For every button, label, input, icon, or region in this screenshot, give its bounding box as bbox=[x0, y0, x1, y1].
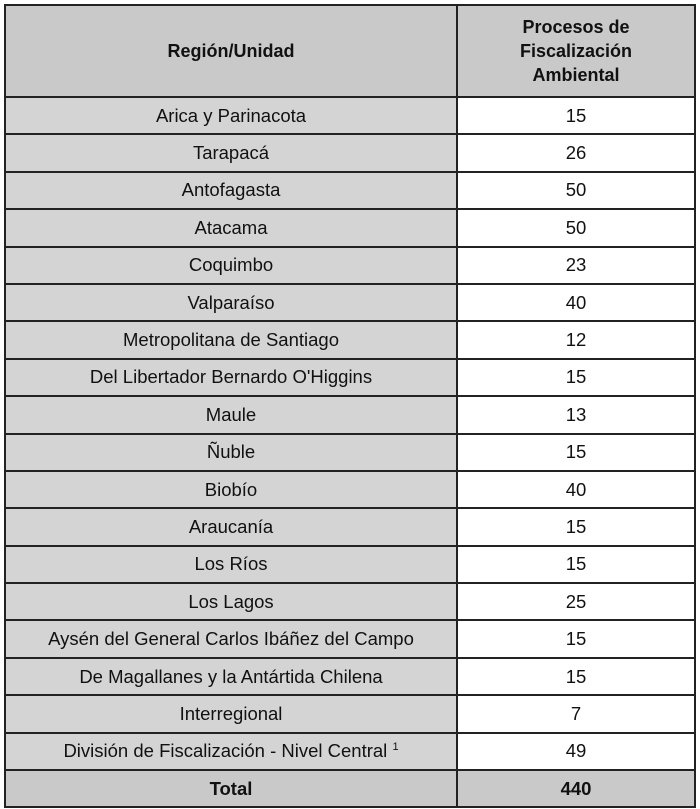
region-cell bbox=[5, 359, 457, 396]
value-cell: 25 bbox=[457, 583, 695, 620]
region-label: Ñuble bbox=[206, 441, 256, 463]
total-label: Total bbox=[5, 770, 457, 807]
region-label: Maule bbox=[205, 403, 257, 425]
value-cell: 26 bbox=[457, 134, 695, 171]
table-row bbox=[5, 284, 695, 321]
value-cell: 15 bbox=[457, 97, 695, 134]
region-cell bbox=[5, 321, 457, 358]
table-row bbox=[5, 546, 695, 583]
region-label: Araucanía bbox=[188, 515, 274, 537]
table-row bbox=[5, 172, 695, 209]
value-cell: 12 bbox=[457, 321, 695, 358]
region-label: Atacama bbox=[194, 216, 268, 238]
fiscalization-table bbox=[4, 4, 696, 808]
total-value: 440 bbox=[457, 770, 695, 807]
table-row bbox=[5, 658, 695, 695]
region-label: De Magallanes y la Antártida Chilena bbox=[79, 665, 383, 687]
region-cell bbox=[5, 284, 457, 321]
region-label: Los Ríos bbox=[194, 553, 268, 575]
value-cell: 40 bbox=[457, 471, 695, 508]
region-cell bbox=[5, 658, 457, 695]
table-row bbox=[5, 359, 695, 396]
header-row bbox=[5, 5, 695, 97]
table-row bbox=[5, 97, 695, 134]
region-label: Los Lagos bbox=[188, 590, 274, 612]
region-label: Aysén del General Carlos Ibáñez del Campo bbox=[48, 628, 414, 650]
region-label: Arica y Parinacota bbox=[155, 104, 307, 126]
header-processes-label: Procesos de Fiscalización Ambiental bbox=[519, 17, 633, 85]
table-row bbox=[5, 396, 695, 433]
region-cell bbox=[5, 172, 457, 209]
region-cell bbox=[5, 508, 457, 545]
value-cell: 40 bbox=[457, 284, 695, 321]
region-cell bbox=[5, 471, 457, 508]
value-cell: 50 bbox=[457, 209, 695, 246]
table-row bbox=[5, 471, 695, 508]
region-cell bbox=[5, 97, 457, 134]
region-cell bbox=[5, 209, 457, 246]
region-cell bbox=[5, 247, 457, 284]
table-row bbox=[5, 134, 695, 171]
table-row bbox=[5, 583, 695, 620]
region-label: Biobío bbox=[204, 478, 258, 500]
region-cell bbox=[5, 546, 457, 583]
total-row bbox=[5, 770, 695, 807]
header-processes bbox=[457, 5, 695, 97]
region-cell bbox=[5, 134, 457, 171]
region-cell bbox=[5, 434, 457, 471]
header-region: Región/Unidad bbox=[5, 5, 457, 97]
table-row bbox=[5, 733, 695, 770]
value-cell: 15 bbox=[457, 546, 695, 583]
region-label: Coquimbo bbox=[188, 254, 274, 276]
value-cell: 15 bbox=[457, 359, 695, 396]
region-label: Del Libertador Bernardo O'Higgins bbox=[89, 366, 373, 388]
region-cell bbox=[5, 695, 457, 732]
region-cell bbox=[5, 620, 457, 657]
table-row bbox=[5, 508, 695, 545]
table-row bbox=[5, 695, 695, 732]
value-cell: 15 bbox=[457, 658, 695, 695]
value-cell: 50 bbox=[457, 172, 695, 209]
table-row bbox=[5, 321, 695, 358]
table-row bbox=[5, 209, 695, 246]
region-cell bbox=[5, 583, 457, 620]
region-label: Valparaíso bbox=[187, 291, 275, 313]
region-label: Tarapacá bbox=[192, 142, 270, 164]
table-row bbox=[5, 434, 695, 471]
region-label: División de Fiscalización - Nivel Central bbox=[63, 740, 388, 762]
value-cell: 7 bbox=[457, 695, 695, 732]
region-label: Interregional bbox=[179, 702, 283, 724]
region-label: Antofagasta bbox=[181, 179, 281, 201]
table-row bbox=[5, 247, 695, 284]
region-label: Metropolitana de Santiago bbox=[123, 329, 339, 351]
value-cell: 23 bbox=[457, 247, 695, 284]
value-cell: 15 bbox=[457, 620, 695, 657]
table-body bbox=[5, 97, 695, 807]
region-cell bbox=[5, 396, 457, 433]
value-cell: 15 bbox=[457, 434, 695, 471]
footnote-marker: 1 bbox=[392, 741, 399, 754]
value-cell: 49 bbox=[457, 733, 695, 770]
value-cell: 15 bbox=[457, 508, 695, 545]
table-row bbox=[5, 620, 695, 657]
region-cell bbox=[5, 733, 457, 770]
value-cell: 13 bbox=[457, 396, 695, 433]
